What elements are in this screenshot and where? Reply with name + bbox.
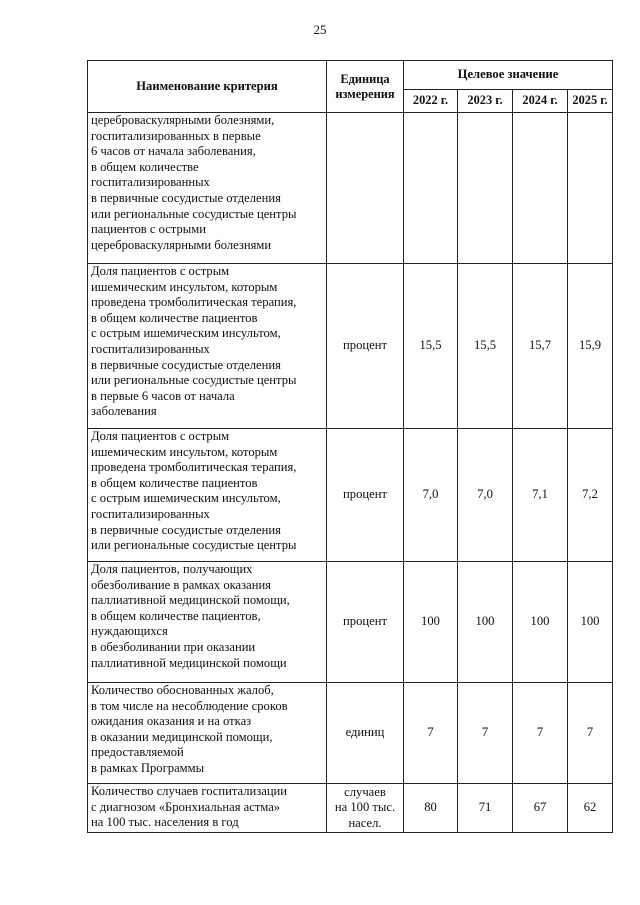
table-row [88,683,613,784]
target-value-cell: 100 [404,562,458,683]
target-value-cell: 7,2 [568,429,613,562]
unit-cell [327,429,404,562]
table-row [88,784,613,833]
header-unit [327,61,404,113]
criterion-name-line: обезболивание в рамках оказания [91,577,271,592]
target-value-cell [404,113,458,264]
target-value-cell: 15,5 [458,264,513,429]
criterion-name-line: в общем количестве пациентов, [91,608,261,623]
header-year: 2025 г. [568,90,613,113]
criterion-name-line: Доля пациентов, получающих [91,562,253,576]
criterion-name-cell [88,683,327,784]
criterion-name-line: с острым ишемическим инсультом, [91,326,281,341]
criterion-name-line: ишемическим инсультом, которым [91,444,278,459]
criterion-name-cell [88,429,327,562]
unit-line: единиц [345,725,385,740]
criterion-name-line: 6 часов от начала заболевания, [91,144,256,159]
target-value-cell: 7 [404,683,458,784]
target-value-cell: 100 [513,562,568,683]
unit-cell [327,683,404,784]
header-year: 2022 г. [404,90,458,113]
target-value-cell: 15,7 [513,264,568,429]
unit-cell [327,113,404,264]
criterion-name-line: в оказании медицинской помощи, [91,729,273,744]
target-value-cell: 80 [404,784,458,833]
criterion-name-line: в общем количестве [91,159,199,174]
page-number: 25 [313,22,327,37]
target-value-cell [568,113,613,264]
criterion-name-line: цереброваскулярными болезнями, [91,113,275,127]
target-value-cell: 7 [513,683,568,784]
criterion-name-line: пациентов с острыми [91,222,206,237]
unit-line: насел. [348,815,382,830]
criterion-name-line: проведена тромболитическая терапия, [91,460,297,475]
criterion-name-line: в общем количестве пациентов [91,310,258,325]
target-value-cell: 7,1 [513,429,568,562]
target-value-cell: 7 [568,683,613,784]
criterion-name-line: предоставляемой [91,745,184,760]
criterion-name-line: Доля пациентов с острым [91,429,230,443]
unit-cell [327,562,404,683]
target-value-cell: 100 [568,562,613,683]
criterion-name-line: заболевания [91,404,157,419]
table-row [88,429,613,562]
criterion-name-line: госпитализированных [91,175,210,190]
criterion-name-line: или региональные сосудистые центры [91,373,297,388]
criterion-name-cell [88,264,327,429]
criterion-name-line: ожидания оказания и на отказ [91,714,252,729]
criterion-name-line: в первые 6 часов от начала [91,388,235,403]
criterion-name-line: Количество случаев госпитализации [91,784,288,798]
unit-line: процент [343,614,387,629]
criterion-name-line: с острым ишемическим инсультом, [91,491,281,506]
criterion-name-line: госпитализированных [91,506,210,521]
table-row [88,264,613,429]
criterion-name-line: с диагнозом «Бронхиальная астма» [91,799,281,814]
criterion-name-line: в первичные сосудистые отделения [91,190,281,205]
unit-line: процент [343,338,387,353]
criterion-name-line: госпитализированных [91,341,210,356]
target-value-cell: 15,5 [404,264,458,429]
criterion-name-line: или региональные сосудистые центры [91,206,297,221]
unit-line: случаев [344,784,386,799]
criterion-name-line: в обезболивании при оказании [91,639,256,654]
criterion-name-line: паллиативной медицинской помощи [91,655,287,670]
target-value-cell: 100 [458,562,513,683]
criterion-name-line: в первичные сосудистые отделения [91,522,281,537]
criterion-name-line: цереброваскулярными болезнями [91,237,272,252]
target-value-cell [458,113,513,264]
table-row [88,562,613,683]
target-value-cell: 67 [513,784,568,833]
criterion-name-line: Доля пациентов с острым [91,264,230,278]
criterion-name-line: в первичные сосудистые отделения [91,357,281,372]
header-year: 2024 г. [513,90,568,113]
target-value-cell: 7,0 [458,429,513,562]
target-value-cell: 62 [568,784,613,833]
criterion-name-line: на 100 тыс. населения в год [91,815,239,830]
target-value-cell: 71 [458,784,513,833]
criterion-name-line: ишемическим инсультом, которым [91,279,278,294]
target-value-cell: 15,9 [568,264,613,429]
criterion-name-line: Количество обоснованных жалоб, [91,683,274,697]
unit-line: процент [343,487,387,502]
header-criterion: Наименование критерия [88,61,327,113]
unit-cell [327,784,404,833]
header-unit-line2: измерения [335,86,395,101]
criterion-name-line: проведена тромболитическая терапия, [91,295,297,310]
criterion-name-line: или региональные сосудистые центры [91,538,297,553]
criteria-table [87,60,613,833]
target-value-cell: 7,0 [404,429,458,562]
criterion-name-line: паллиативной медицинской помощи, [91,593,290,608]
unit-line: на 100 тыс. [334,800,396,815]
criterion-name-line: госпитализированных в первые [91,128,261,143]
criterion-name-line: в рамках Программы [91,760,205,775]
unit-cell [327,264,404,429]
header-target: Целевое значение [404,61,613,90]
criterion-name-cell [88,784,327,833]
target-value-cell [513,113,568,264]
criterion-name-line: в общем количестве пациентов [91,475,258,490]
criterion-name-cell [88,113,327,264]
header-year: 2023 г. [458,90,513,113]
criterion-name-line: в том числе на несоблюдение сроков [91,698,288,713]
criterion-name-cell [88,562,327,683]
target-value-cell: 7 [458,683,513,784]
criterion-name-line: нуждающихся [91,624,168,639]
header-unit-line1: Единица [340,71,390,86]
table-row [88,113,613,264]
